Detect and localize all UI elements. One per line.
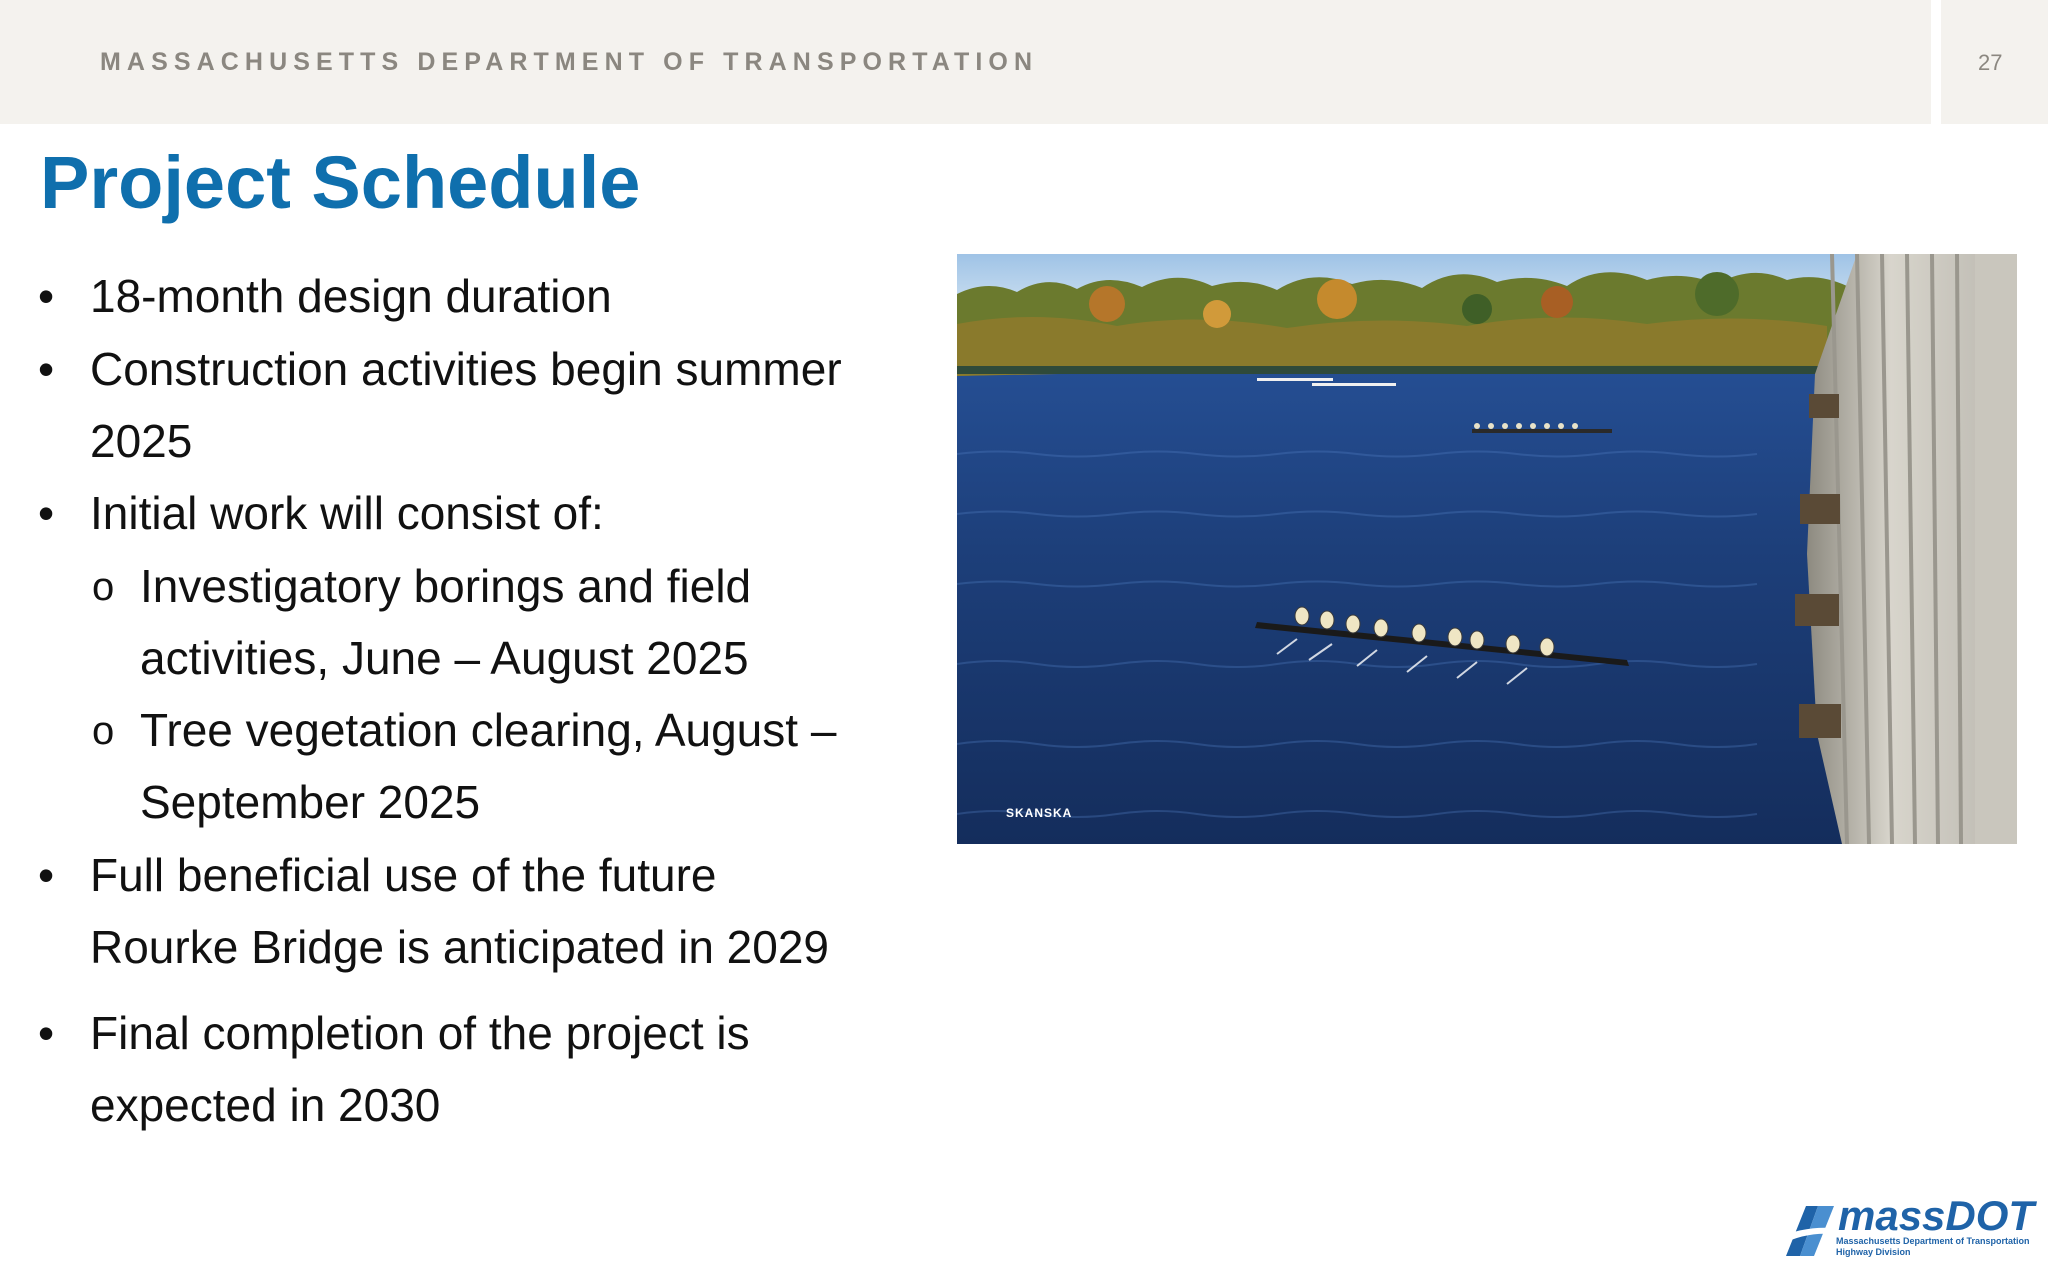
bullet-text: Construction activities begin summer [90,343,842,395]
sub-bullet-text: September 2025 [140,776,481,828]
massdot-logo-mark [1778,1198,1838,1260]
photo-illustration [957,254,2017,844]
sub-bullet-text: Tree vegetation clearing, August – [140,704,837,756]
bullet-text: 2025 [90,415,193,467]
photo-credit: SKANSKA [1006,806,1073,820]
bullet-marker: • [38,487,55,539]
sub-bullet-marker: o [92,709,115,753]
bullet-text: Rourke Bridge is anticipated in 2029 [90,921,830,973]
logo-division: Highway Division [1836,1247,1911,1257]
organization-name: MASSACHUSETTS DEPARTMENT OF TRANSPORTATION [100,48,1039,76]
bullet-text: Full beneficial use of the future [90,849,717,901]
bullet-text: Initial work will consist of: [90,487,604,539]
bullet-marker: • [38,343,55,395]
logo-subtitle: Massachusetts Department of Transportation [1836,1236,2030,1246]
bullet-marker: • [38,1007,55,1059]
bullet-text: 18-month design duration [90,270,612,322]
bullet-text: expected in 2030 [90,1079,441,1131]
slide-title: Project Schedule [40,141,641,224]
sub-bullet-text: Investigatory borings and field [140,560,752,612]
sub-bullet-marker: o [92,565,115,609]
bullet-text: Final completion of the project is [90,1007,750,1059]
river-rowing-photo [957,254,2017,844]
massdot-logo [1778,1192,2035,1262]
sub-bullet-text: activities, June – August 2025 [140,632,749,684]
bullet-marker: • [38,849,55,901]
page-number: 27 [1978,50,2003,75]
massdot-wordmark: massDOT [1838,1192,2035,1239]
bullet-marker: • [38,270,55,322]
